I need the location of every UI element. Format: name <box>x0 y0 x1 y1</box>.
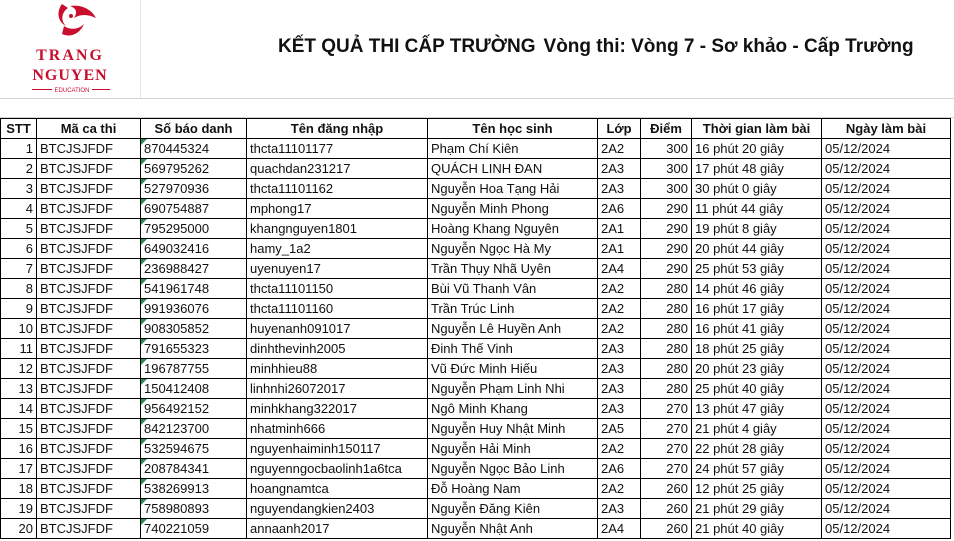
cell-stt[interactable]: 16 <box>1 439 37 459</box>
cell-duration[interactable]: 21 phút 29 giây <box>692 499 822 519</box>
cell-duration[interactable]: 11 phút 44 giây <box>692 199 822 219</box>
header-stt[interactable]: STT <box>1 119 37 139</box>
header-row <box>1 119 951 139</box>
table-row[interactable] <box>1 499 951 519</box>
cell-class[interactable]: 2A1 <box>598 219 641 239</box>
cell-stt[interactable]: 5 <box>1 219 37 239</box>
cell-exam-code[interactable]: BTCJSJFDF <box>37 439 141 459</box>
cell-exam-code[interactable]: BTCJSJFDF <box>37 419 141 439</box>
cell-exam-date[interactable]: 05/12/2024 <box>822 199 951 219</box>
cell-exam-date[interactable]: 05/12/2024 <box>822 259 951 279</box>
cell-class[interactable]: 2A2 <box>598 319 641 339</box>
table-row[interactable] <box>1 299 951 319</box>
cell-class[interactable]: 2A2 <box>598 279 641 299</box>
cell-exam-code[interactable]: BTCJSJFDF <box>37 159 141 179</box>
cell-student-name[interactable]: QUÁCH LINH ĐAN <box>428 159 598 179</box>
table-row[interactable] <box>1 399 951 419</box>
cell-exam-code[interactable]: BTCJSJFDF <box>37 499 141 519</box>
cell-exam-date[interactable]: 05/12/2024 <box>822 359 951 379</box>
logo-bird-icon <box>0 0 140 98</box>
cell-exam-code[interactable]: BTCJSJFDF <box>37 359 141 379</box>
cell-username[interactable]: thcta11101150 <box>247 279 428 299</box>
cell-stt[interactable]: 14 <box>1 399 37 419</box>
table-row[interactable] <box>1 219 951 239</box>
cell-candidate-number[interactable]: 740221059 <box>141 519 247 539</box>
cell-stt[interactable]: 18 <box>1 479 37 499</box>
cell-duration[interactable]: 12 phút 25 giây <box>692 479 822 499</box>
cell-score[interactable]: 280 <box>641 299 692 319</box>
cell-class[interactable]: 2A3 <box>598 399 641 419</box>
cell-student-name[interactable]: Nguyễn Nhật Anh <box>428 519 598 539</box>
cell-username[interactable]: minhhieu88 <box>247 359 428 379</box>
cell-score[interactable]: 260 <box>641 479 692 499</box>
cell-duration[interactable]: 16 phút 20 giây <box>692 139 822 159</box>
title-main: KẾT QUẢ THI CẤP TRƯỜNG <box>278 36 536 57</box>
cell-stt[interactable]: 10 <box>1 319 37 339</box>
header-class[interactable]: Lớp <box>598 119 641 139</box>
cell-score[interactable]: 300 <box>641 139 692 159</box>
cell-exam-code[interactable]: BTCJSJFDF <box>37 479 141 499</box>
header-username[interactable]: Tên đăng nhập <box>247 119 428 139</box>
table-row[interactable] <box>1 279 951 299</box>
cell-username[interactable]: nguyendangkien2403 <box>247 499 428 519</box>
cell-class[interactable]: 2A2 <box>598 439 641 459</box>
svg-text:TRANG: TRANG <box>36 47 104 64</box>
cell-score[interactable]: 280 <box>641 279 692 299</box>
cell-class[interactable]: 2A3 <box>598 159 641 179</box>
cell-stt[interactable]: 3 <box>1 179 37 199</box>
cell-class[interactable]: 2A5 <box>598 419 641 439</box>
cell-score[interactable]: 300 <box>641 179 692 199</box>
cell-score[interactable]: 280 <box>641 359 692 379</box>
cell-class[interactable]: 2A3 <box>598 339 641 359</box>
cell-candidate-number[interactable]: 690754887 <box>141 199 247 219</box>
cell-duration[interactable]: 25 phút 40 giây <box>692 379 822 399</box>
header-exam-date[interactable]: Ngày làm bài <box>822 119 951 139</box>
cell-score[interactable]: 300 <box>641 159 692 179</box>
cell-exam-date[interactable]: 05/12/2024 <box>822 379 951 399</box>
title-round: Vòng thi: Vòng 7 - Sơ khảo - Cấp Trường <box>543 36 914 57</box>
cell-username[interactable]: hamy_1a2 <box>247 239 428 259</box>
cell-score[interactable]: 280 <box>641 379 692 399</box>
cell-student-name[interactable]: Trần Thụy Nhã Uyên <box>428 259 598 279</box>
table-row[interactable] <box>1 339 951 359</box>
cell-student-name[interactable]: Nguyễn Ngọc Hà My <box>428 239 598 259</box>
table-row[interactable] <box>1 479 951 499</box>
cell-duration[interactable]: 25 phút 53 giây <box>692 259 822 279</box>
table-row[interactable] <box>1 159 951 179</box>
table-row[interactable] <box>1 139 951 159</box>
cell-duration[interactable]: 19 phút 8 giây <box>692 219 822 239</box>
cell-duration[interactable]: 21 phút 4 giây <box>692 419 822 439</box>
cell-candidate-number[interactable]: 569795262 <box>141 159 247 179</box>
cell-score[interactable]: 270 <box>641 419 692 439</box>
cell-exam-date[interactable]: 05/12/2024 <box>822 519 951 539</box>
cell-stt[interactable]: 4 <box>1 199 37 219</box>
cell-exam-code[interactable]: BTCJSJFDF <box>37 379 141 399</box>
cell-score[interactable]: 270 <box>641 459 692 479</box>
cell-duration[interactable]: 20 phút 23 giây <box>692 359 822 379</box>
cell-username[interactable]: mphong17 <box>247 199 428 219</box>
cell-stt[interactable]: 7 <box>1 259 37 279</box>
table-row[interactable] <box>1 459 951 479</box>
cell-class[interactable]: 2A2 <box>598 139 641 159</box>
cell-student-name[interactable]: Nguyễn Lê Huyền Anh <box>428 319 598 339</box>
empty-sheet-row <box>0 98 954 118</box>
cell-exam-code[interactable]: BTCJSJFDF <box>37 339 141 359</box>
cell-username[interactable]: nhatminh666 <box>247 419 428 439</box>
cell-score[interactable]: 290 <box>641 219 692 239</box>
cell-candidate-number[interactable]: 208784341 <box>141 459 247 479</box>
cell-duration[interactable]: 20 phút 44 giây <box>692 239 822 259</box>
cell-student-name[interactable]: Trần Trúc Linh <box>428 299 598 319</box>
cell-exam-date[interactable]: 05/12/2024 <box>822 479 951 499</box>
cell-exam-code[interactable]: BTCJSJFDF <box>37 399 141 419</box>
cell-student-name[interactable]: Ngô Minh Khang <box>428 399 598 419</box>
cell-student-name[interactable]: Nguyễn Đăng Kiên <box>428 499 598 519</box>
cell-username[interactable]: khangnguyen1801 <box>247 219 428 239</box>
cell-exam-date[interactable]: 05/12/2024 <box>822 459 951 479</box>
cell-duration[interactable]: 17 phút 48 giây <box>692 159 822 179</box>
cell-student-name[interactable]: Nguyễn Ngọc Bảo Linh <box>428 459 598 479</box>
cell-exam-date[interactable]: 05/12/2024 <box>822 439 951 459</box>
cell-exam-code[interactable]: BTCJSJFDF <box>37 199 141 219</box>
cell-candidate-number[interactable]: 758980893 <box>141 499 247 519</box>
cell-stt[interactable]: 19 <box>1 499 37 519</box>
cell-exam-date[interactable]: 05/12/2024 <box>822 499 951 519</box>
cell-duration[interactable]: 30 phút 0 giây <box>692 179 822 199</box>
cell-stt[interactable]: 11 <box>1 339 37 359</box>
cell-student-name[interactable]: Hoàng Khang Nguyên <box>428 219 598 239</box>
cell-username[interactable]: uyenuyen17 <box>247 259 428 279</box>
cell-stt[interactable]: 6 <box>1 239 37 259</box>
cell-exam-date[interactable]: 05/12/2024 <box>822 179 951 199</box>
cell-exam-date[interactable]: 05/12/2024 <box>822 159 951 179</box>
cell-stt[interactable]: 9 <box>1 299 37 319</box>
page-title <box>278 36 914 58</box>
cell-score[interactable]: 290 <box>641 259 692 279</box>
cell-score[interactable]: 270 <box>641 399 692 419</box>
table-row[interactable] <box>1 439 951 459</box>
header-duration[interactable]: Thời gian làm bài <box>692 119 822 139</box>
cell-class[interactable]: 2A2 <box>598 299 641 319</box>
table-row[interactable] <box>1 199 951 219</box>
results-table <box>0 118 951 539</box>
cell-exam-code[interactable]: BTCJSJFDF <box>37 319 141 339</box>
cell-candidate-number[interactable]: 991936076 <box>141 299 247 319</box>
cell-stt[interactable]: 2 <box>1 159 37 179</box>
header-student-name[interactable]: Tên học sinh <box>428 119 598 139</box>
cell-exam-code[interactable]: BTCJSJFDF <box>37 239 141 259</box>
cell-candidate-number[interactable]: 956492152 <box>141 399 247 419</box>
cell-username[interactable]: nguyenngocbaolinh1a6tca <box>247 459 428 479</box>
cell-student-name[interactable]: Đỗ Hoàng Nam <box>428 479 598 499</box>
cell-score[interactable]: 260 <box>641 519 692 539</box>
cell-exam-date[interactable]: 05/12/2024 <box>822 239 951 259</box>
cell-username[interactable]: quachdan231217 <box>247 159 428 179</box>
cell-duration[interactable]: 13 phút 47 giây <box>692 399 822 419</box>
cell-stt[interactable]: 8 <box>1 279 37 299</box>
cell-candidate-number[interactable]: 236988427 <box>141 259 247 279</box>
cell-exam-date[interactable]: 05/12/2024 <box>822 419 951 439</box>
sheet-gridline <box>140 0 141 98</box>
cell-score[interactable]: 280 <box>641 319 692 339</box>
cell-class[interactable]: 2A4 <box>598 519 641 539</box>
cell-class[interactable]: 2A4 <box>598 259 641 279</box>
cell-duration[interactable]: 16 phút 17 giây <box>692 299 822 319</box>
table-row[interactable] <box>1 319 951 339</box>
cell-username[interactable]: linhnhi26072017 <box>247 379 428 399</box>
cell-exam-date[interactable]: 05/12/2024 <box>822 399 951 419</box>
cell-duration[interactable]: 16 phút 41 giây <box>692 319 822 339</box>
cell-stt[interactable]: 1 <box>1 139 37 159</box>
cell-score[interactable]: 280 <box>641 339 692 359</box>
cell-duration[interactable]: 21 phút 40 giây <box>692 519 822 539</box>
cell-duration[interactable]: 14 phút 46 giây <box>692 279 822 299</box>
cell-exam-code[interactable]: BTCJSJFDF <box>37 459 141 479</box>
cell-exam-code[interactable]: BTCJSJFDF <box>37 299 141 319</box>
cell-exam-date[interactable]: 05/12/2024 <box>822 139 951 159</box>
cell-student-name[interactable]: Vũ Đức Minh Hiếu <box>428 359 598 379</box>
cell-class[interactable]: 2A3 <box>598 379 641 399</box>
cell-username[interactable]: nguyenhaiminh150117 <box>247 439 428 459</box>
cell-duration[interactable]: 18 phút 25 giây <box>692 339 822 359</box>
cell-score[interactable]: 290 <box>641 199 692 219</box>
cell-exam-date[interactable]: 05/12/2024 <box>822 279 951 299</box>
cell-candidate-number[interactable]: 908305852 <box>141 319 247 339</box>
cell-exam-date[interactable]: 05/12/2024 <box>822 339 951 359</box>
cell-stt[interactable]: 15 <box>1 419 37 439</box>
header-score[interactable]: Điểm <box>641 119 692 139</box>
cell-exam-code[interactable]: BTCJSJFDF <box>37 279 141 299</box>
table-row[interactable] <box>1 419 951 439</box>
cell-class[interactable]: 2A3 <box>598 359 641 379</box>
cell-exam-code[interactable]: BTCJSJFDF <box>37 139 141 159</box>
cell-candidate-number[interactable]: 150412408 <box>141 379 247 399</box>
cell-exam-date[interactable]: 05/12/2024 <box>822 219 951 239</box>
cell-candidate-number[interactable]: 196787755 <box>141 359 247 379</box>
cell-exam-code[interactable]: BTCJSJFDF <box>37 259 141 279</box>
cell-score[interactable]: 290 <box>641 239 692 259</box>
cell-candidate-number[interactable]: 532594675 <box>141 439 247 459</box>
svg-text:NGUYEN: NGUYEN <box>32 67 108 84</box>
table-row[interactable] <box>1 259 951 279</box>
cell-class[interactable]: 2A2 <box>598 479 641 499</box>
trang-nguyen-logo <box>0 0 140 98</box>
cell-username[interactable]: hoangnamtca <box>247 479 428 499</box>
cell-student-name[interactable]: Bùi Vũ Thanh Vân <box>428 279 598 299</box>
cell-exam-date[interactable]: 05/12/2024 <box>822 299 951 319</box>
cell-candidate-number[interactable]: 795295000 <box>141 219 247 239</box>
header-exam-code[interactable]: Mã ca thi <box>37 119 141 139</box>
svg-text:EDUCATION: EDUCATION <box>54 88 90 94</box>
cell-candidate-number[interactable]: 527970936 <box>141 179 247 199</box>
cell-student-name[interactable]: Nguyễn Hoa Tạng Hải <box>428 179 598 199</box>
cell-candidate-number[interactable]: 842123700 <box>141 419 247 439</box>
cell-candidate-number[interactable]: 541961748 <box>141 279 247 299</box>
table-row[interactable] <box>1 359 951 379</box>
header-candidate-number[interactable]: Số báo danh <box>141 119 247 139</box>
table-row[interactable] <box>1 379 951 399</box>
cell-student-name[interactable]: Nguyễn Huy Nhật Minh <box>428 419 598 439</box>
cell-duration[interactable]: 22 phút 28 giây <box>692 439 822 459</box>
cell-exam-code[interactable]: BTCJSJFDF <box>37 219 141 239</box>
cell-class[interactable]: 2A6 <box>598 459 641 479</box>
cell-stt[interactable]: 17 <box>1 459 37 479</box>
table-row[interactable] <box>1 519 951 539</box>
cell-class[interactable]: 2A1 <box>598 239 641 259</box>
cell-class[interactable]: 2A3 <box>598 499 641 519</box>
cell-student-name[interactable]: Đinh Thế Vinh <box>428 339 598 359</box>
cell-student-name[interactable]: Nguyễn Hải Minh <box>428 439 598 459</box>
cell-candidate-number[interactable]: 870445324 <box>141 139 247 159</box>
table-row[interactable] <box>1 179 951 199</box>
cell-class[interactable]: 2A3 <box>598 179 641 199</box>
cell-stt[interactable]: 12 <box>1 359 37 379</box>
cell-score[interactable]: 270 <box>641 439 692 459</box>
cell-username[interactable]: dinhthevinh2005 <box>247 339 428 359</box>
cell-stt[interactable]: 20 <box>1 519 37 539</box>
cell-username[interactable]: minhkhang322017 <box>247 399 428 419</box>
cell-class[interactable]: 2A6 <box>598 199 641 219</box>
cell-stt[interactable]: 13 <box>1 379 37 399</box>
cell-student-name[interactable]: Nguyễn Phạm Linh Nhi <box>428 379 598 399</box>
cell-candidate-number[interactable]: 538269913 <box>141 479 247 499</box>
cell-candidate-number[interactable]: 649032416 <box>141 239 247 259</box>
cell-exam-code[interactable]: BTCJSJFDF <box>37 519 141 539</box>
cell-username[interactable]: annaanh2017 <box>247 519 428 539</box>
cell-exam-code[interactable]: BTCJSJFDF <box>37 179 141 199</box>
cell-username[interactable]: thcta11101162 <box>247 179 428 199</box>
cell-student-name[interactable]: Nguyễn Minh Phong <box>428 199 598 219</box>
cell-candidate-number[interactable]: 791655323 <box>141 339 247 359</box>
cell-exam-date[interactable]: 05/12/2024 <box>822 319 951 339</box>
cell-username[interactable]: thcta11101160 <box>247 299 428 319</box>
cell-username[interactable]: huyenanh091017 <box>247 319 428 339</box>
cell-duration[interactable]: 24 phút 57 giây <box>692 459 822 479</box>
cell-student-name[interactable]: Phạm Chí Kiên <box>428 139 598 159</box>
table-row[interactable] <box>1 239 951 259</box>
cell-username[interactable]: thcta11101177 <box>247 139 428 159</box>
cell-score[interactable]: 260 <box>641 499 692 519</box>
